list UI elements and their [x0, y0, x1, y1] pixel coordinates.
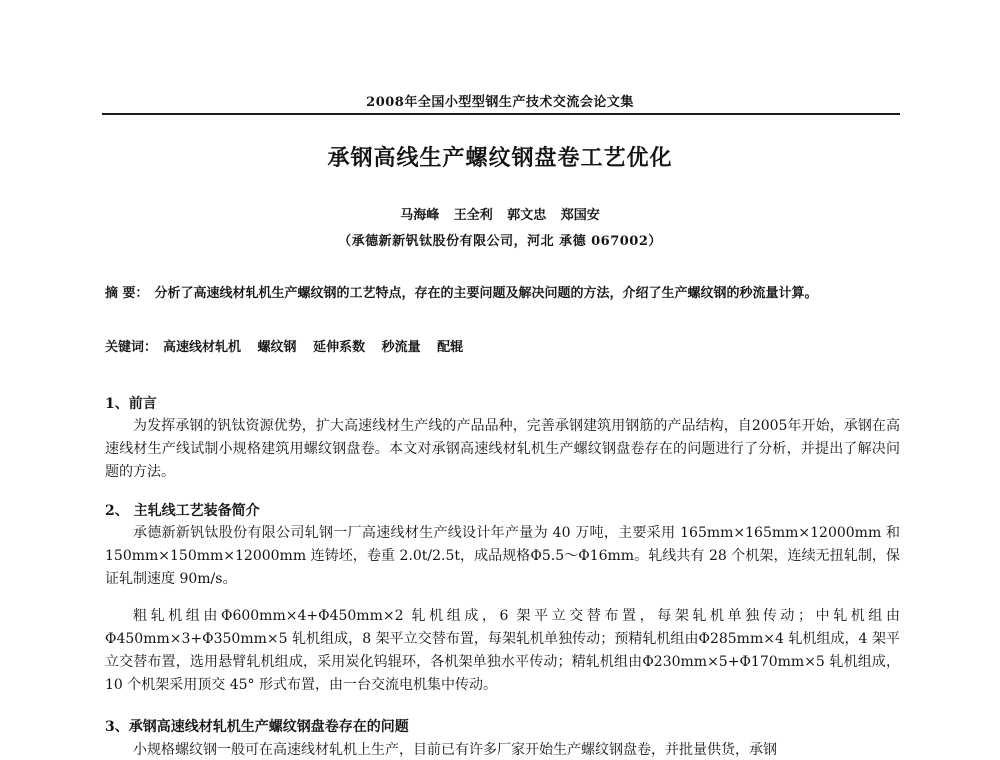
keywords-label: 关键词： — [105, 340, 158, 355]
abstract-label: 摘 要： — [105, 286, 149, 301]
paper-title: 承钢高线生产螺纹钢盘卷工艺优化 — [327, 145, 673, 171]
section-heading: 2、 主轧线工艺装备简介 — [105, 503, 260, 519]
section-heading: 3、承钢高速线材轧机生产螺纹钢盘卷存在的问题 — [105, 719, 409, 735]
section-paragraph: 为发挥承钢的钒钛资源优势，扩大高速线材生产线的产品品种，完善承钢建筑用钢筋的产品结构，自2005年开始，承钢在高速线材生产线试制小规格建筑用螺纹钢盘卷。本文对承钢高速线材轧机生产螺纹钢盘卷存在的问题进行了分析，并提出了解决问题的方法。 — [105, 418, 900, 480]
abstract — [105, 281, 900, 307]
section-heading: 1、前言 — [105, 396, 157, 412]
abstract-text: 分析了高速线材轧机生产螺纹钢的工艺特点，存在的主要问题及解决问题的方法，介绍了生产螺纹钢的秒流量计算。 — [154, 286, 818, 301]
affiliation: （承德新新钒钛股份有限公司，河北 承德 067002） — [338, 234, 662, 249]
section-paragraph: 承德新新钒钛股份有限公司轧钢一厂高速线材生产线设计年产量为 40 万吨，主要采用 165mm×165mm×12000mm 和 150mm×150mm×12000mm 连铸坯，卷重 2.0t/2.5t，成品规格Φ5.5～Φ16mm。轧线共有 28 个机架，连续无扭轧制，保证轧制速度 90m/s。 — [105, 525, 900, 587]
section-paragraph: 小规格螺纹钢一般可在高速线材轧机上生产，目前已有许多厂家开始生产螺纹钢盘卷，并批量供货，承钢 — [133, 742, 777, 758]
keywords-text: 高速线材轧机 螺纹钢 延伸系数 秒流量 配辊 — [163, 340, 464, 355]
running-header: 2008年全国小型型钢生产技术交流会论文集 — [366, 95, 634, 110]
keywords — [105, 336, 900, 355]
authors: 马海峰 王全利 郭文忠 郑国安 — [400, 208, 600, 223]
header-rule — [102, 113, 900, 115]
section-paragraph: 粗轧机组由Φ600mm×4+Φ450mm×2 轧机组成，6 架平立交替布置，每架轧机单独传动；中轧机组由Φ450mm×3+Φ350mm×5 轧机组成，8 架平立交替布置，每架轧机单独传动；预精轧机组由Φ285mm×4 轧机组成，4 架平立交替布置，选用悬臂轧机组成，采用炭化钨辊环，各机架单独水平传动；精轧机组由Φ230mm×5+Φ170mm×5 轧机组成，10 个机架采用顶交 45° 形式布置，由一台交流电机集中传动。 — [105, 608, 900, 693]
